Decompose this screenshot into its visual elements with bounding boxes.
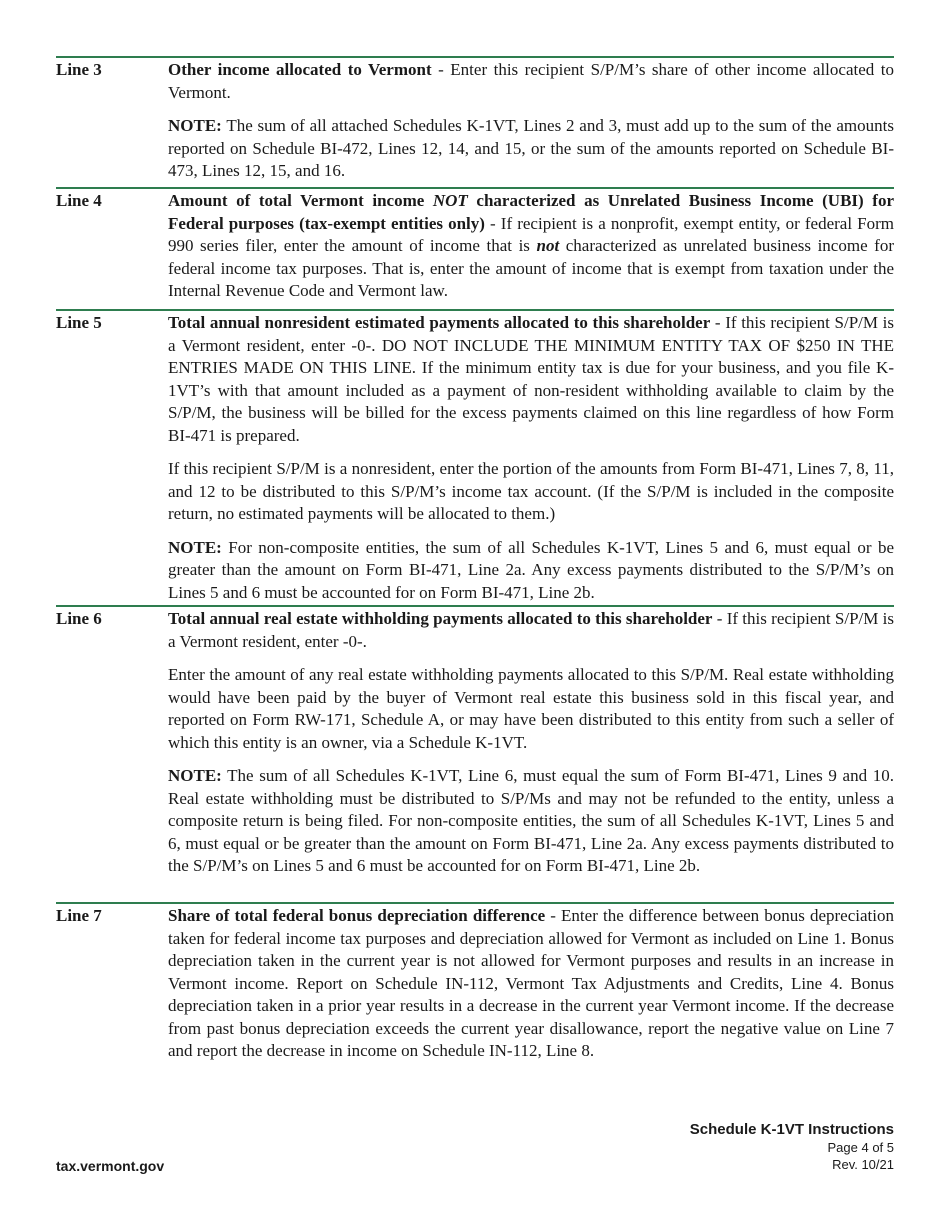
text-run: - If this recipient S/P/M is a Vermont resident, enter -0-. — [168, 609, 894, 651]
line-description — [168, 312, 894, 604]
paragraph — [168, 458, 894, 526]
line-label: Line 4 — [56, 191, 102, 210]
line-7-section — [56, 902, 894, 1060]
emphasized-text: NOTE: — [168, 537, 222, 557]
text-run: - Enter the difference between bonus depreciation taken for federal income tax purposes and depreciation allowed for Vermont as included on Line 1. Bonus depreciation taken in the current year is not allowed for Vermont purposes and results in an increase in Vermont income. Report on Schedule IN-112, Vermont Tax Adjustments and Credits, Line 4. Bonus depreciation taken in a prior year results in a decrease in the current year Vermont income. If the decrease from past bonus depreciation exceeds the current year disallowance, report the negative value on Line 7 and report the decrease in income on Schedule IN-112, Line 8. — [168, 906, 894, 1060]
emphasized-text: Total annual real estate withholding payments allocated to this shareholder — [168, 609, 713, 628]
footer-page-number: Page 4 of 5 — [827, 1140, 894, 1155]
footer-doc-title: Schedule K-1VT Instructions — [689, 1121, 894, 1138]
line-3-section — [56, 56, 894, 180]
text-run: The sum of all attached Schedules K-1VT, Lines 2 and 3, must add up to the sum of the amounts reported on Schedule BI-472, Lines 12, 14, and 15, or the sum of the amounts reported on Schedule BI-473, Lines 12, 15, and 16. — [168, 116, 894, 180]
line-description — [168, 190, 894, 303]
text-run: - If this recipient S/P/M is a Vermont resident, enter -0-. DO NOT INCLUDE THE MINIMUM ENTITY TAX OF $250 IN THE ENTRIES MADE ON THIS LINE. If the minimum entity tax is due for your business, and you file K-1VT’s with that amount included as a payment of non-resident withholding available to claim by the S/P/M, the business will be billed for the excess payments claimed on this line regardless of how Form BI-471 is prepared. — [168, 313, 894, 445]
line-label: Line 3 — [56, 60, 102, 79]
emphasized-text: Other income allocated to Vermont — [168, 60, 432, 79]
emphasized-text: Amount of total Vermont income — [168, 191, 433, 210]
text-run: - If recipient is a nonprofit, exempt entity, or federal Form 990 series filer, enter the amount of income that is — [168, 213, 894, 255]
footer-website: tax.vermont.gov — [56, 1158, 165, 1174]
footer-revision: Rev. 10/21 — [832, 1157, 894, 1172]
emphasized-text: Total annual nonresident estimated payments allocated to this shareholder — [168, 313, 711, 332]
paragraph — [168, 537, 894, 605]
emphasized-text: NOTE: — [168, 116, 222, 135]
text-run: The sum of all Schedules K-1VT, Line 6, must equal the sum of Form BI-471, Lines 9 and 10. Real estate withholding must be distributed to S/P/Ms and may not be refunded to the entity, unless a composite return is being filed. For non-composite entities, the sum of all Schedules K-1VT, Lines 5 and 6, must equal or be greater than the amount on Form BI-471, Line 2a. Any excess payments distributed to the S/P/M’s on Lines 5 and 6 must be accounted for on Form BI-471, Line 2b. — [168, 766, 894, 875]
line-label: Line 6 — [56, 609, 102, 628]
text-run: characterized as unrelated business income for federal income tax purposes. That is, enter the amount of income that is exempt from taxation under the Internal Revenue Code and Vermont law. — [168, 236, 895, 300]
line-description — [168, 59, 894, 183]
text-run: Enter the amount of any real estate withholding payments allocated to this S/P/M. Real estate withholding would have been paid by the buyer of Vermont real estate this business sold in this fiscal year, and reported on Form RW-171, Schedule A, or may have been distributed to this entity from such a seller of which this entity is an owner, via a Schedule K-1VT. — [168, 665, 894, 752]
paragraph — [168, 664, 894, 754]
emphasized-text: characterized as Unrelated Business Income (UBI) for Federal purposes (tax-exempt entities only) — [168, 191, 894, 233]
line-4-section — [56, 187, 895, 300]
line-6-section — [56, 605, 894, 875]
text-run: - Enter this recipient S/P/M’s share of other income allocated to Vermont. — [168, 60, 894, 102]
paragraph — [168, 765, 894, 878]
emphasized-text: NOTE: — [168, 766, 222, 785]
text-run: For non-composite entities, the sum of all Schedules K-1VT, Lines 5 and 6, must equal or be greater than the amount on Form BI-471, Line 2a. Any excess payments distributed to the S/P/M’s on Lines 5 and 6 must be accounted for on Form BI-471, Line 2b. — [168, 537, 894, 602]
footer-document-info — [690, 1120, 894, 1173]
emphasized-text: not — [536, 236, 560, 255]
emphasized-text: NOT — [432, 191, 468, 210]
paragraph — [168, 312, 894, 447]
text-run: If this recipient S/P/M is a nonresident, enter the portion of the amounts from Form BI-471, Lines 7, 8, 11, and 12 to be distributed to this S/P/M’s income tax account. (If the S/P/M is included in the composite return, no estimated payments will be allocated to them.) — [168, 459, 894, 523]
paragraph — [168, 59, 894, 104]
paragraph — [168, 608, 894, 653]
emphasized-text: Share of total federal bonus depreciation difference — [168, 906, 546, 925]
line-label: Line 7 — [56, 906, 102, 925]
line-label: Line 5 — [56, 313, 102, 332]
line-5-section — [56, 309, 894, 602]
paragraph — [168, 905, 894, 1063]
line-description — [168, 905, 894, 1063]
paragraph — [168, 190, 894, 303]
line-description — [168, 608, 894, 878]
paragraph — [168, 115, 894, 183]
